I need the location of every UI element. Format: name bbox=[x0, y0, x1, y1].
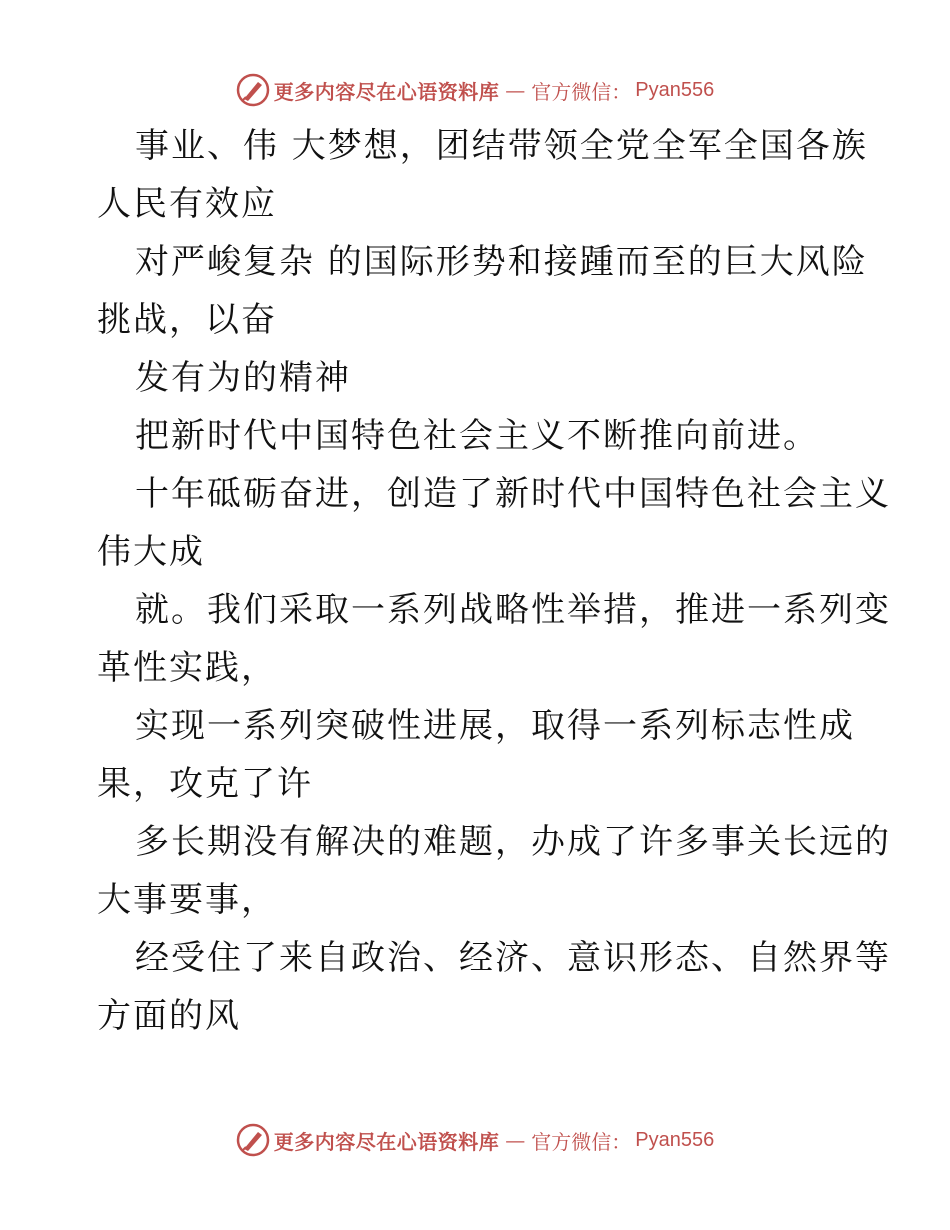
footer-wechat-id: Pyan556 bbox=[635, 1128, 715, 1151]
text-line: 挑战，以奋 bbox=[97, 300, 277, 340]
footer-banner-content bbox=[236, 1123, 714, 1157]
quill-pen-logo-icon bbox=[236, 73, 270, 107]
text-line: 方面的风 bbox=[97, 996, 241, 1036]
text-line: 把新时代中国特色社会主义不断推向前进。 bbox=[135, 416, 819, 456]
quill-pen-logo-icon bbox=[236, 1123, 270, 1157]
text-line: 实现一系列突破性进展，取得一系列标志性成 bbox=[135, 706, 855, 746]
text-line: 事业、伟 大梦想，团结带领全党全军全国各族 bbox=[135, 126, 868, 166]
footer-site-text: 更多内容尽在心语资料库 bbox=[273, 1129, 500, 1154]
footer-wechat-label: 官方微信： bbox=[531, 1129, 632, 1154]
header-dash: — bbox=[505, 78, 526, 102]
text-line: 十年砥砺奋进，创造了新时代中国特色社会主义 bbox=[135, 474, 891, 514]
text-line: 发有为的精神 bbox=[135, 358, 351, 398]
text-line: 伟大成 bbox=[97, 532, 205, 572]
header-banner-content bbox=[236, 73, 714, 107]
text-line: 革性实践， bbox=[97, 648, 277, 688]
header-banner bbox=[0, 70, 950, 110]
text-line: 对严峻复杂 的国际形势和接踵而至的巨大风险 bbox=[135, 242, 868, 282]
text-line: 多长期没有解决的难题，办成了许多事关长远的 bbox=[135, 822, 891, 862]
text-line: 人民有效应 bbox=[97, 184, 277, 224]
text-line: 经受住了来自政治、经济、意识形态、自然界等 bbox=[135, 938, 891, 978]
text-line: 果，攻克了许 bbox=[97, 764, 313, 804]
document-body bbox=[97, 117, 891, 1045]
footer-dash: — bbox=[505, 1128, 526, 1152]
header-wechat-label: 官方微信： bbox=[531, 79, 632, 104]
header-site-text: 更多内容尽在心语资料库 bbox=[273, 79, 500, 104]
text-line: 大事要事， bbox=[97, 880, 277, 920]
text-line: 就。我们采取一系列战略性举措，推进一系列变 bbox=[135, 590, 891, 630]
header-wechat-id: Pyan556 bbox=[635, 78, 715, 101]
footer-banner bbox=[0, 1120, 950, 1160]
